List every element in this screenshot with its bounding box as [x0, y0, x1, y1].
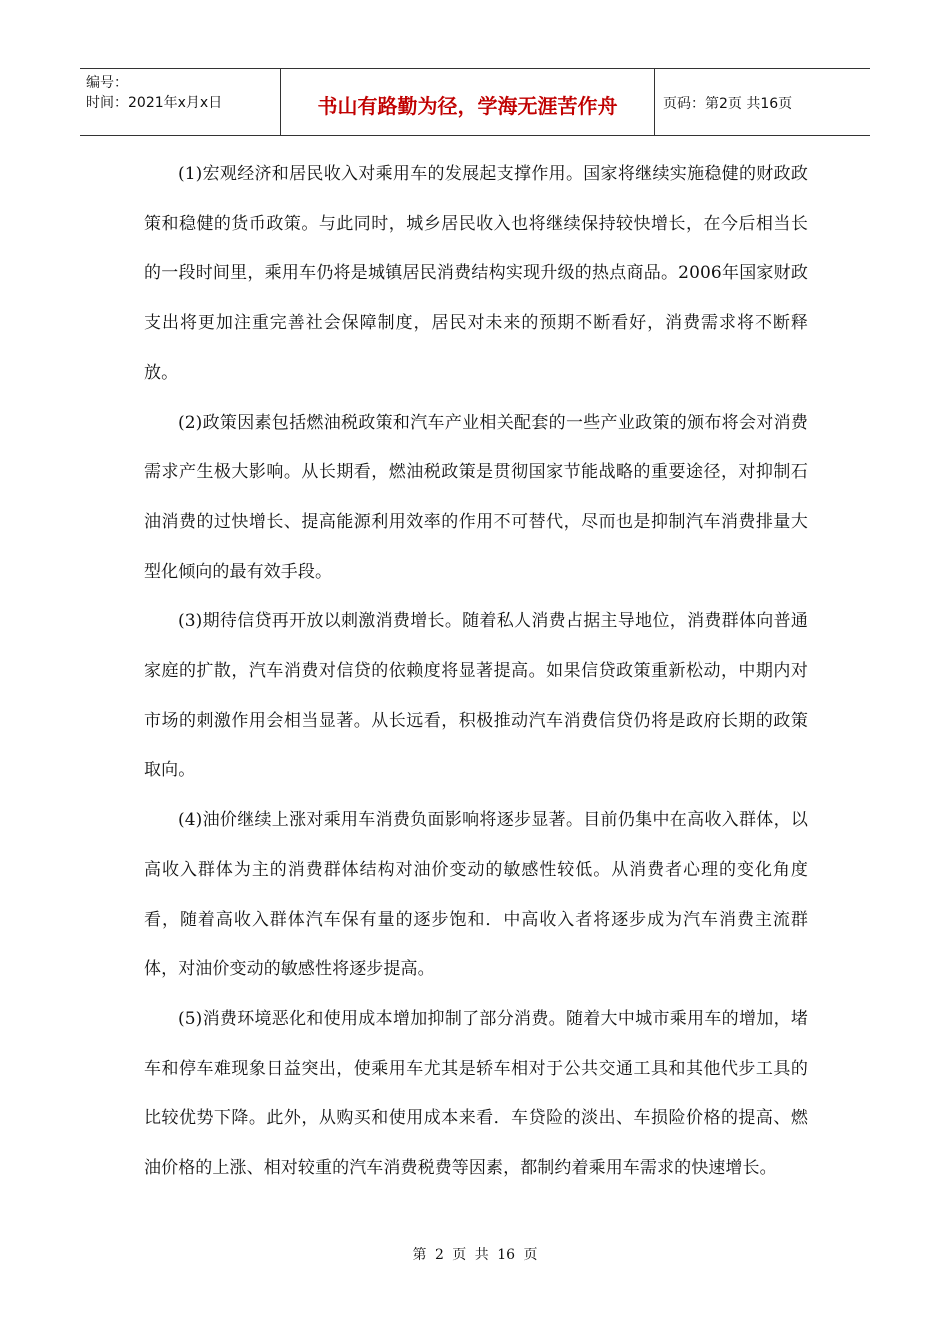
paragraph-5: (5)消费环境恶化和使用成本增加抑制了部分消费。随着大中城市乘用车的增加，堵车和停车难现象日益突出，使乘用车尤其是轿车相对于公共交通工具和其他代步工具的比较优势下降。此外，从购买和使用成本来看．车贷险的淡出、车损险价格的提高、燃油价格的上涨、相对较重的汽车消费税费等因素，都制约着乘用车需求的快速增长。	[144, 1008, 808, 1179]
header-meta	[80, 69, 281, 135]
header-page-info: 页码：第2页 共16页	[663, 96, 793, 112]
paragraph-4: (4)油价继续上涨对乘用车消费负面影响将逐步显著。目前仍集中在高收入群体，以高收入群体为主的消费群体结构对油价变动的敏感性较低。从消费者心理的变化角度看，随着高收入群体汽车保有量的逐步饱和．中高收入者将逐步成为汽车消费主流群体，对油价变动的敏感性将逐步提高。	[144, 810, 808, 980]
header-motto: 书山有路勤为径，学海无涯苦作舟	[281, 69, 655, 135]
document-time-label: 时间：2021年x月x日	[86, 95, 223, 111]
paragraph-1: (1)宏观经济和居民收入对乘用车的发展起支撑作用。国家将继续实施稳健的财政政策和稳健的货币政策。与此同时，城乡居民收入也将继续保持较快增长，在今后相当长的一段时间里，乘用车仍将是城镇居民消费结构实现升级的热点商品。2006年国家财政支出将更加注重完善社会保障制度，居民对未来的预期不断看好，消费需求将不断释放。	[144, 164, 808, 383]
document-number-label: 编号：	[86, 75, 128, 91]
paragraph-2: (2)政策因素包括燃油税政策和汽车产业相关配套的一些产业政策的颁布将会对消费需求产生极大影响。从长期看，燃油税政策是贯彻国家节能战略的重要途径，对抑制石油消费的过快增长、提高能源利用效率的作用不可替代，尽而也是抑制汽车消费排量大型化倾向的最有效手段。	[144, 412, 808, 582]
page-header	[80, 68, 870, 136]
paragraph-3: (3)期待信贷再开放以刺激消费增长。随着私人消费占据主导地位，消费群体向普通家庭的扩散，汽车消费对信贷的依赖度将显著提高。如果信贷政策重新松动，中期内对市场的刺激作用会相当显著。从长远看，积极推动汽车消费信贷仍将是政府长期的政策取向。	[144, 611, 808, 781]
page-footer: 第 2 页 共 16 页	[412, 1247, 538, 1263]
document-body	[144, 150, 808, 1194]
